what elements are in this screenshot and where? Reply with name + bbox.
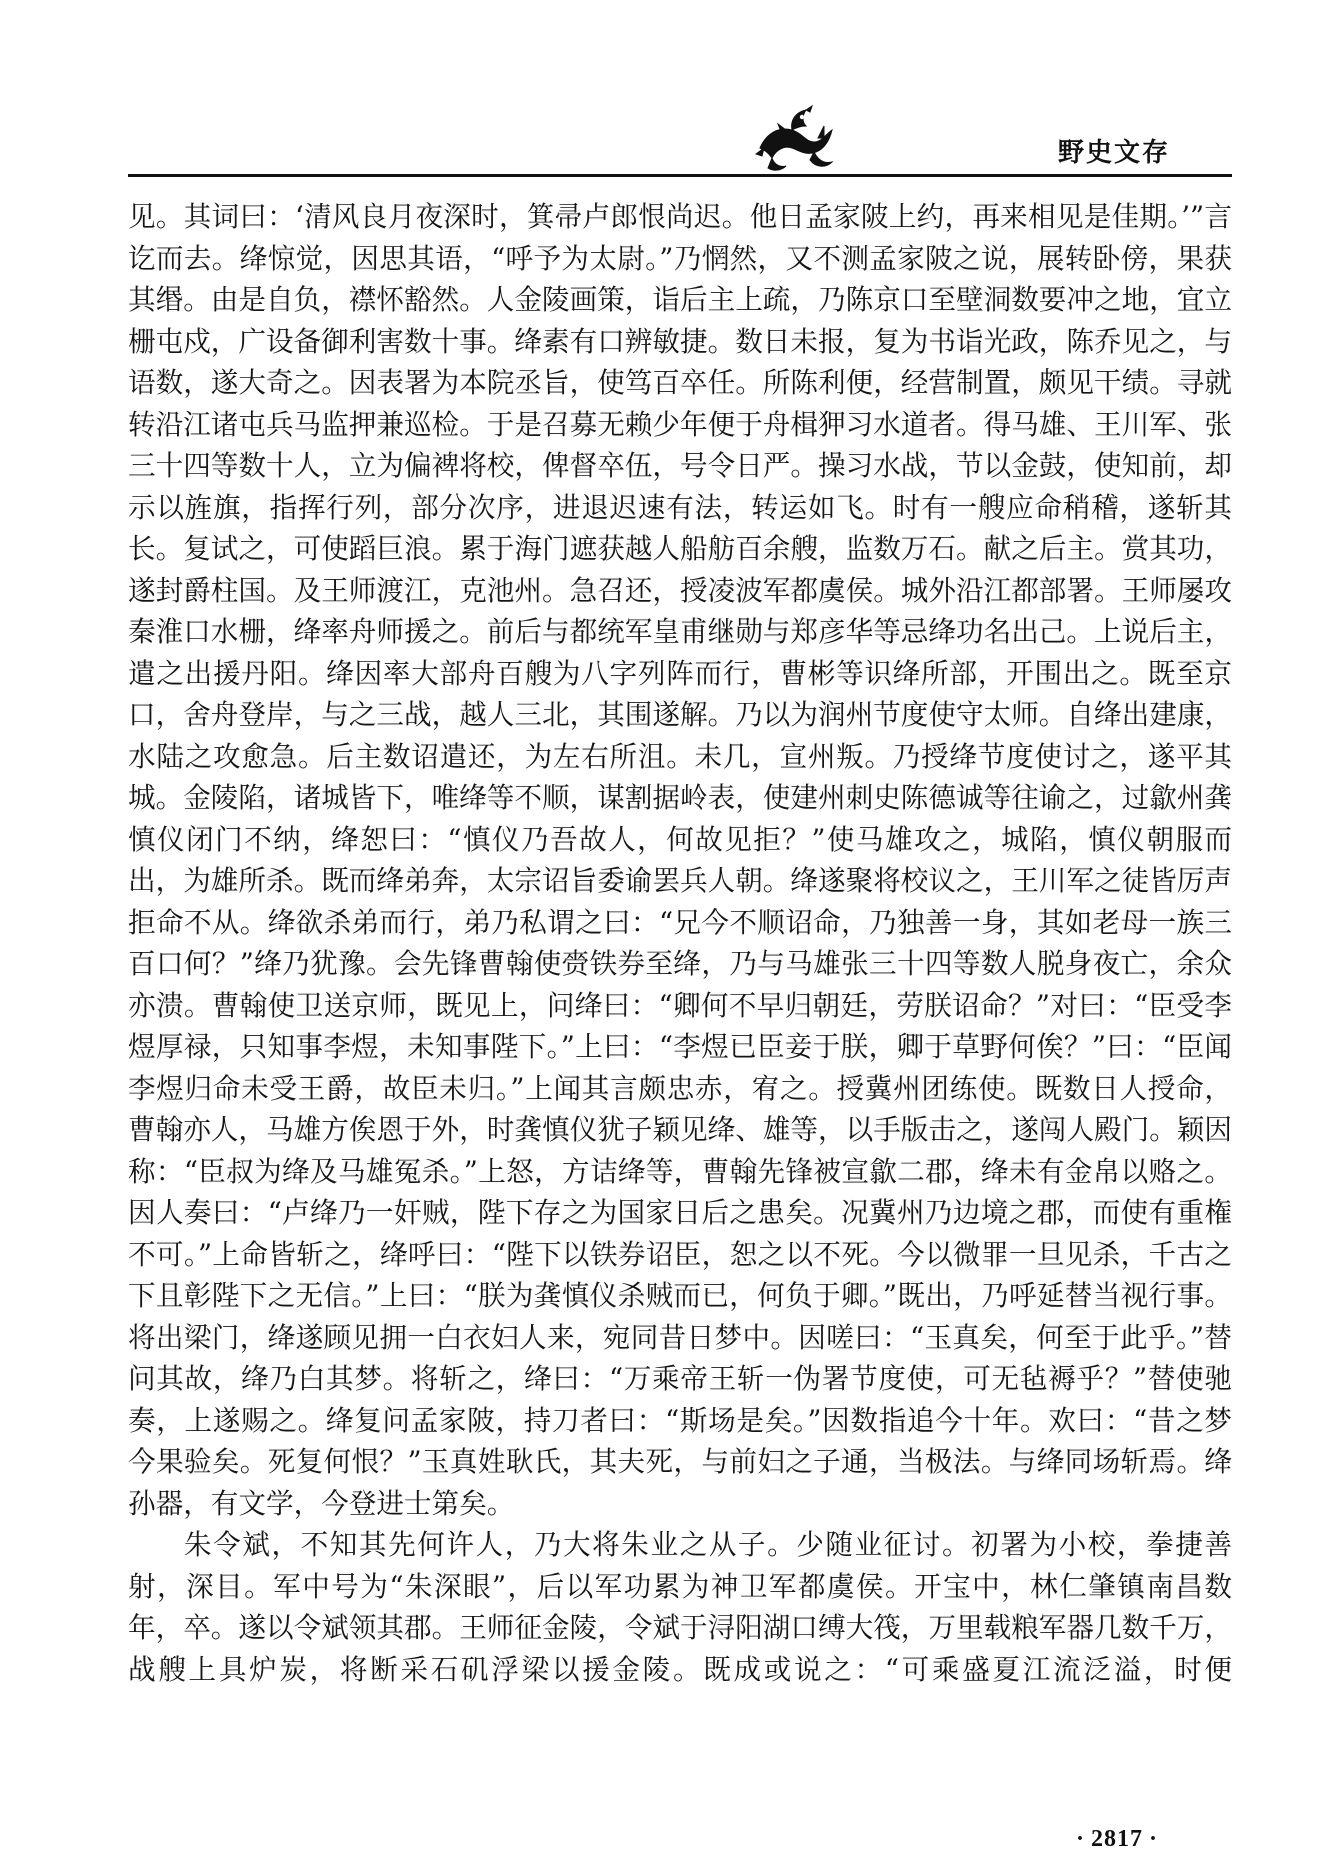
footer-dot-right: · <box>1149 1826 1159 1852</box>
header-divider <box>128 174 1232 177</box>
header-title: 野史文存 <box>1058 138 1171 168</box>
page-number-value: 2817 <box>1091 1826 1144 1852</box>
footer-dot-left: · <box>1076 1826 1086 1852</box>
paragraph: 朱令斌，不知其先何许人，乃大将朱业之从子。少随业征讨。初署为小校，拳捷善射，深目。军中号为“朱深眼”，后以军功累为神卫军都虞侯。开宝中，林仁肇镇南昌数年，卒。遂以令斌领其郡。王师征金陵，令斌于浔阳湖口缚大筏，万里载粮军器几数千万，战艘上具炉炭，将断采石矶浮梁以援金陵。既成或说之：“可乘盛夏江流泛溢，时便 <box>128 1528 1232 1686</box>
paragraph: 见。其词曰：‘清风良月夜深时，箕帚卢郎恨尚迟。他日孟家陂上约，再来相见是佳期。’”言讫而去。绛惊觉，因思其语，“呼予为太尉。”乃惘然，又不测孟家陂之说，展转卧傍，果获其缗。由是自负，襟怀豁然。人金陵画策，诣后主上疏，乃陈京口至壁洞数要冲之地，宜立栅屯戍，广设备御利害数十事。绛素有口辨敏捷。数日未报，复为书诣光政，陈乔见之，与语数，遂大奇之。因表署为本院丞旨，使笃百卒任。所陈利便，经营制置，颇见干绩。寻就转沿江诸屯兵马监押兼巡检。于是召募无赖少年便于舟楫狎习水道者。得马雄、王川军、张三十四等数十人，立为偏裨将校，俾督卒伍，号令日严。操习水战，节以金鼓，使知前，却示以旌旗，指挥行列，部分次序，进退迟速有法，转运如飞。时有一艘应命稍稽，遂斩其长。复试之，可使蹈巨浪。累于海门遮获越人船舫百余艘，监数万石。献之后主。赏其功，遂封爵柱国。及王师渡江，克池州。急召还，授凌波军都虞侯。城外沿江都部署。王师屡攻秦淮口水栅，绛率舟师援之。前后与都统军皇甫继勋与郑彦华等忌绛功名出己。上说后主，遣之出援丹阳。绛因率大部舟百艘为八字列阵而行，曹彬等识绛所部，开围出之。既至京口，舍舟登岸，与之三战，越人三北，其围遂解。乃以为润州节度使守太师。自绛出建康，水陆之攻愈急。后主数诏遣还，为左右所沮。未几，宣州叛。乃授绛节度使讨之，遂平其城。金陵陷，诸城皆下，唯绛等不顺，谋割据岭表，使建州刺史陈德诚等往谕之，过歙州龚慎仪闭门不纳，绛恕曰：“慎仪乃吾故人，何故见拒？”使马雄攻之，城陷，慎仪朝服而出，为雄所杀。既而绛弟奔，太宗诏旨委谕罢兵人朝。绛遂聚将校议之，王川军之徒皆厉声拒命不从。绛欲杀弟而行，弟乃私谓之曰：“兄今不顺诏命，乃独善一身，其如老母一族三百口何？”绛乃犹豫。会先锋曹翰使赍铁券至绛，乃与马雄张三十四等数人脱身夜亡，余众亦溃。曹翰使卫送京师，既见上，问绛曰：“卿何不早归朝廷，劳朕诏命？”对曰：“臣受李煜厚禄，只知事李煜，未知事陛下。”上曰：“李煜已臣妾于朕，卿于草野何俟？”曰：“臣闻李煜归命未受王爵，故臣未归。”上闻其言颇忠赤，宥之。授冀州团练使。既数日人授命，曹翰亦人，马雄方俟恩于外，时龚慎仪犹子颖见绛、雄等，以手版击之，遂闯人殿门。颖因称：“臣叔为绛及马雄冤杀。”上怒，方诘绛等，曹翰先锋被宣歙二郡，绛未有金帛以赂之。因人奏曰：“卢绛乃一奸贼，陛下存之为国家日后之患矣。况冀州乃边境之郡，而使有重権不可。”上命皆斩之，绛呼曰：“陛下以铁券诏臣，恕之以不死。今以微罪一旦见杀，千古之下且彰陛下之无信。”上曰：“朕为龚慎仪杀贼而已，何负于卿。”既出，乃呼延替当视行事。将出梁门，绛遂顾见拥一白衣妇人来，宛同昔日梦中。因嗟曰：“玉真矣，何至于此乎。”替问其故，绛乃白其梦。将斩之，绛曰：“万乘帝王斩一伪署节度使，可无毡褥乎？”替使驰奏，上遂赐之。绛复问孟家陂，持刀者曰：“斯场是矣。”因数指追今十年。欢曰：“昔之梦今果验矣。死复何恨？”玉真姓耿氏，其夫死，与前妇之子通，当极法。与绛同场斩焉。绛孙器，有文学，今登进士第矣。 <box>128 200 1232 1520</box>
page-number <box>1070 1826 1164 1853</box>
dragon-icon <box>752 104 840 174</box>
page-header <box>0 0 1322 175</box>
article-body <box>128 196 1232 1690</box>
